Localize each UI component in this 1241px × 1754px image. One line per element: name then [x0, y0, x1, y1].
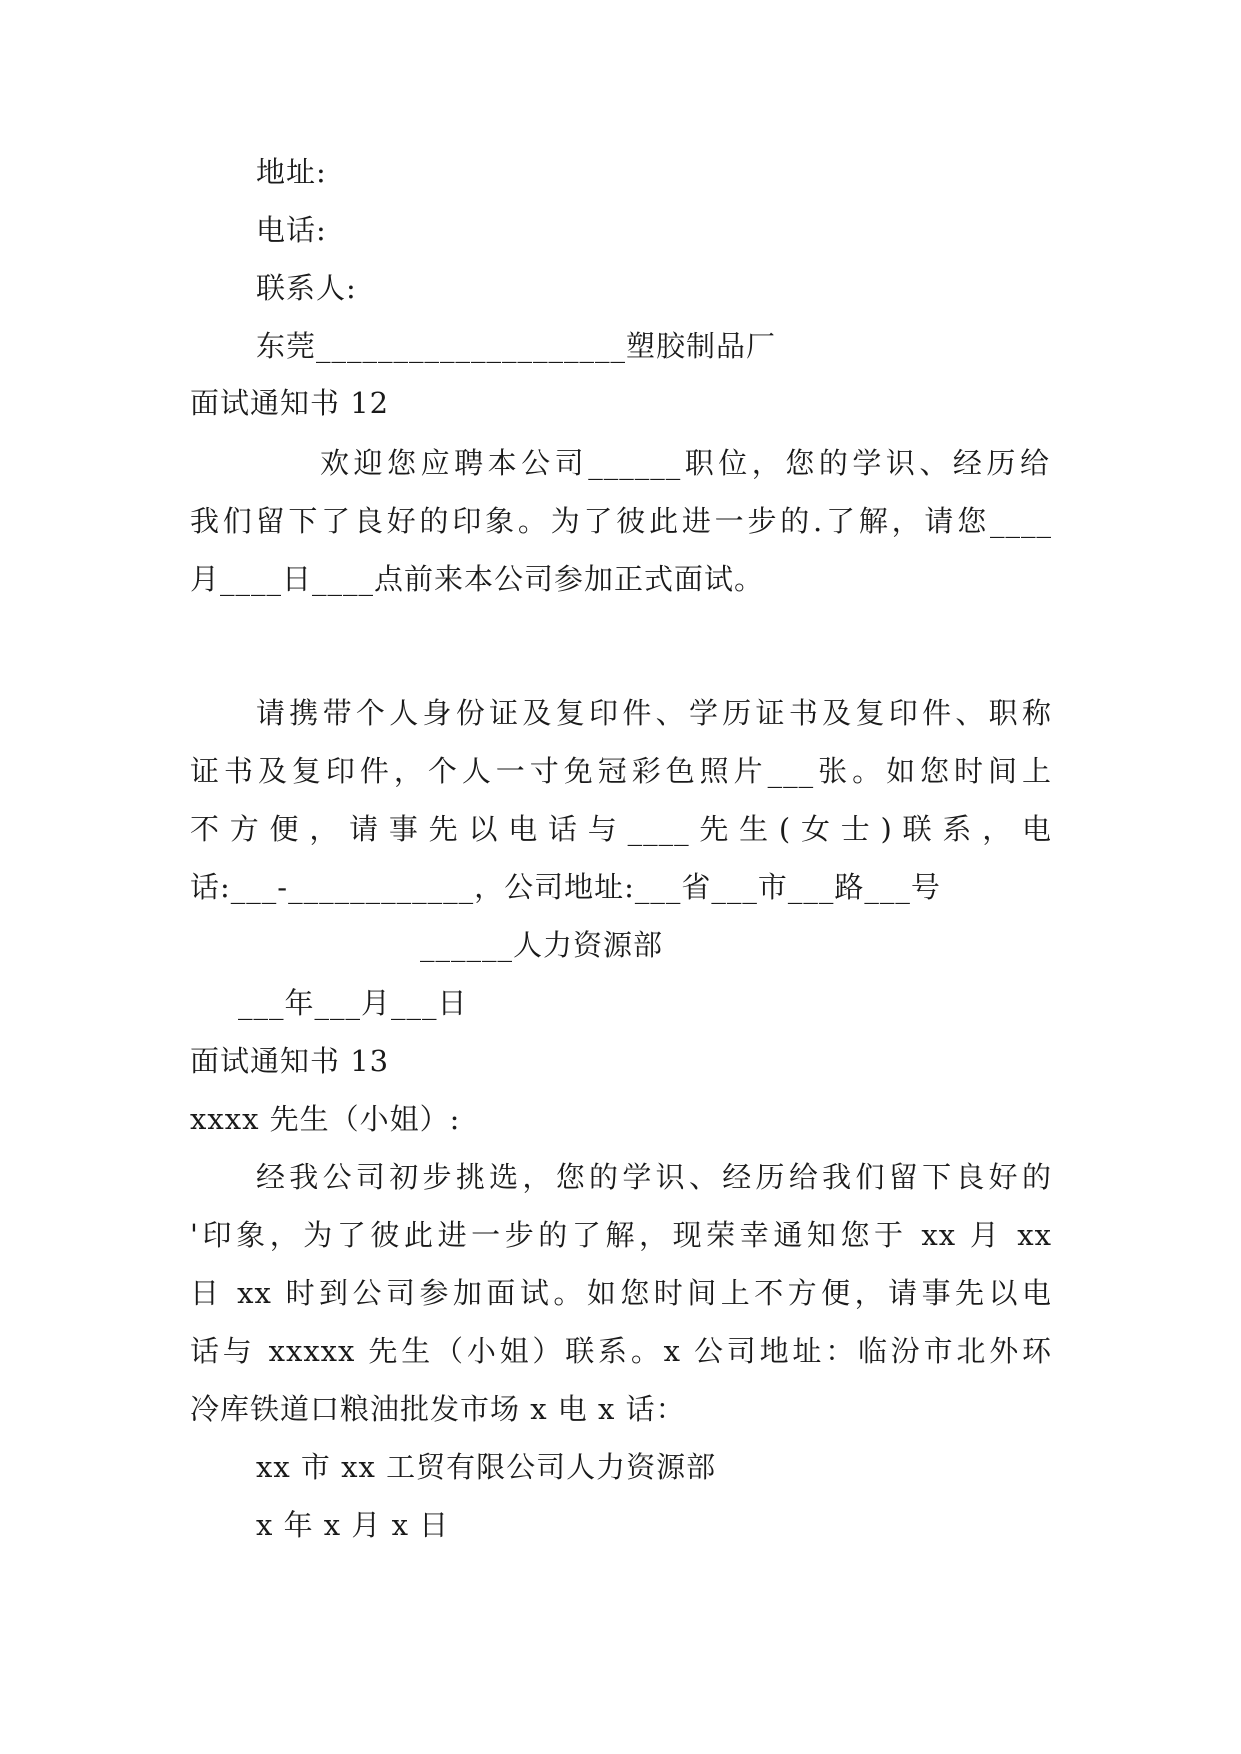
notice-12-paragraph-1-line-1: 欢迎您应聘本公司______职位，您的学识、经历给 — [320, 446, 1050, 480]
notice-13-signature: xx 市 xx 工贸有限公司人力资源部 — [256, 1450, 717, 1484]
notice-13-paragraph-line-1: 经我公司初步挑选，您的学识、经历给我们留下良好的 — [256, 1160, 1052, 1194]
notice-12-title: 面试通知书 12 — [190, 386, 390, 420]
company-name-line: 东莞____________________塑胶制品厂 — [256, 329, 777, 363]
notice-12-date: ___年___月___日 — [238, 986, 468, 1020]
notice-13-salutation: xxxx 先生（小姐）: — [190, 1102, 461, 1136]
notice-13-paragraph-line-5: 冷库铁道口粮油批发市场 x 电 x 话： — [190, 1392, 686, 1426]
notice-13-title: 面试通知书 13 — [190, 1044, 390, 1078]
notice-12-paragraph-2-line-2: 证书及复印件，个人一寸免冠彩色照片___张。如您时间上 — [190, 754, 1052, 788]
phone-label: 电话: — [256, 213, 327, 247]
notice-12-department: ______人力资源部 — [420, 928, 664, 962]
contact-label: 联系人: — [256, 271, 357, 305]
notice-12-paragraph-1-line-2: 我们留下了良好的印象。为了彼此进一步的.了解，请您____ — [190, 504, 1052, 538]
notice-12-paragraph-2-line-3: 不方便，请事先以电话与____先生(女士)联系，电 — [190, 812, 1052, 846]
notice-13-paragraph-line-3: 日 xx 时到公司参加面试。如您时间上不方便，请事先以电 — [190, 1276, 1052, 1310]
notice-12-paragraph-2-line-4: 话:___-____________，公司地址:___省___市___路___号 — [190, 870, 941, 904]
notice-12-paragraph-2-line-1: 请携带个人身份证及复印件、学历证书及复印件、职称 — [256, 696, 1052, 730]
address-label: 地址: — [256, 155, 327, 189]
notice-13-date: x 年 x 月 x 日 — [256, 1508, 450, 1542]
notice-12-paragraph-1-line-3: 月____日____点前来本公司参加正式面试。 — [190, 562, 765, 596]
notice-13-paragraph-line-4: 话与 xxxxx 先生（小姐）联系。x 公司地址：临汾市北外环 — [190, 1334, 1052, 1368]
notice-13-paragraph-line-2: '印象，为了彼此进一步的了解，现荣幸通知您于 xx 月 xx — [190, 1218, 1052, 1252]
